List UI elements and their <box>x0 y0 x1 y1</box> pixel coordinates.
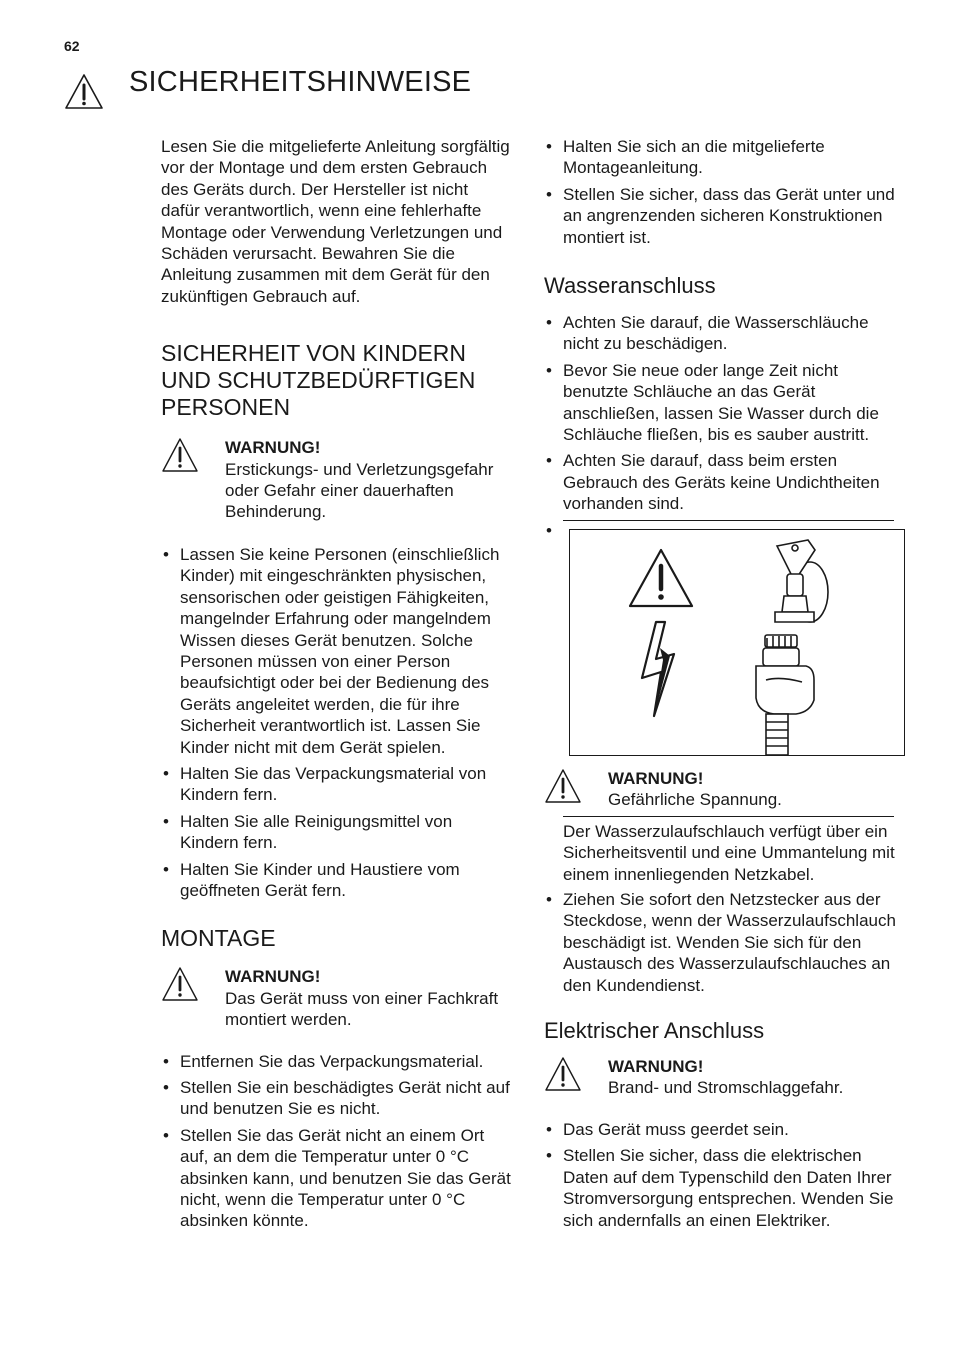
list-item: • Stellen Sie das Gerät nicht an einem Ort auf, an dem die Temperatur unter 0 °C absinken kann, und benutzen Sie das Gerät nicht, wenn die Temperatur unter 0 °C absinken könnte. <box>161 1125 511 1232</box>
warning-triangle-icon <box>544 768 582 804</box>
list-item: • Ziehen Sie sofort den Netzstecker aus der Steckdose, wenn der Wasserzulaufschlauch beschädigt ist. Wenden Sie sich für den Austausch des Wasserzulaufschlauches an den Kundendienst. <box>544 889 899 996</box>
list-item: • Stellen Sie sicher, dass das Gerät unter und an angrenzenden sicheren Konstruktionen montiert ist. <box>544 184 899 248</box>
electrical-connection-heading: Elektrischer Anschluss <box>544 1017 765 1043</box>
list-item: • Lassen Sie keine Personen (einschließlich Kinder) mit eingeschränkten physischen, sensorischen oder geistigen Fähigkeiten, mangelnder Erfahrung oder mangelndem Wissen dieses Gerät benutzen. Solche Personen müssen von einer Person beaufsichtigt oder bei der Bedienung des Geräts angeleitet werden, die für ihre Sicherheit verantwortlich ist. Lassen Sie Kinder nicht mit dem Gerät spielen. <box>161 544 511 758</box>
list-item: • Halten Sie sich an die mitgelieferte Montageanleitung. <box>544 136 899 179</box>
hose-description: Der Wasserzulaufschlauch verfügt über ein Sicherheitsventil und eine Ummantelung mit einem innenliegenden Netzkabel. <box>563 821 895 884</box>
voltage-warning <box>544 768 899 812</box>
lightning-bolt-icon <box>642 622 674 716</box>
warning-triangle-icon <box>161 966 199 1002</box>
hose-bullet-list <box>544 889 899 996</box>
list-item: • Halten Sie alle Reinigungsmittel von Kindern fern. <box>161 811 511 854</box>
kids-bullet-list <box>161 544 511 902</box>
water-hose-figure <box>544 520 899 758</box>
list-item: • Halten Sie das Verpackungsmaterial von Kindern fern. <box>161 763 511 806</box>
warning-title: WARNUNG! <box>225 438 321 458</box>
list-item: • Entfernen Sie das Verpackungsmaterial. <box>161 1051 511 1072</box>
list-item: • Achten Sie darauf, dass beim ersten Gebrauch des Geräts keine Undichtheiten vorhanden sind. <box>544 450 899 514</box>
right-column <box>544 136 899 1236</box>
montage-bullet-list <box>161 1051 511 1232</box>
warning-text: Gefährliche Spannung. <box>608 790 782 810</box>
electrical-bullet-list <box>544 1119 899 1231</box>
montage-heading: MONTAGE <box>161 925 276 952</box>
hose-illustration <box>570 530 904 755</box>
water-bullet-list <box>544 312 899 515</box>
divider <box>563 520 894 521</box>
list-item: • Bevor Sie neue oder lange Zeit nicht benutzte Schläuche an das Gerät anschließen, lassen Sie Wasser durch die Schläuche fließen, bis es sauber austritt. <box>544 360 899 446</box>
list-item: • Stellen Sie ein beschädigtes Gerät nicht auf und benutzen Sie es nicht. <box>161 1077 511 1120</box>
warning-triangle-icon <box>64 72 104 112</box>
list-item: • Das Gerät muss geerdet sein. <box>544 1119 899 1140</box>
warning-triangle-icon <box>161 437 199 473</box>
warning-text: Das Gerät muss von einer Fachkraft montiert werden. <box>225 988 499 1030</box>
divider <box>563 816 894 817</box>
list-item: • Stellen Sie sicher, dass die elektrischen Daten auf dem Typenschild den Daten Ihrer Stromversorgung entsprechen. Wenden Sie sich andernfalls an einen Elektriker. <box>544 1145 899 1231</box>
water-tap-icon <box>775 540 828 622</box>
electrical-warning <box>544 1056 899 1100</box>
warning-title: WARNUNG! <box>608 768 704 788</box>
figure-frame <box>569 529 905 756</box>
warning-title: WARNUNG! <box>225 967 321 987</box>
montage-warning <box>161 966 511 1030</box>
warning-triangle-icon <box>630 550 692 606</box>
page-number: 62 <box>64 38 80 54</box>
list-item: • Achten Sie darauf, die Wasserschläuche nicht zu beschädigen. <box>544 312 899 355</box>
page-title: SICHERHEITSHINWEISE <box>129 66 472 98</box>
warning-text: Brand- und Stromschlaggefahr. <box>608 1078 844 1098</box>
montage-continued-list <box>544 136 899 248</box>
warning-triangle-icon <box>544 1056 582 1092</box>
warning-title: WARNUNG! <box>608 1056 704 1076</box>
kids-warning <box>161 437 511 523</box>
water-connection-heading: Wasseranschluss <box>544 273 716 299</box>
intro-paragraph: Lesen Sie die mitgelieferte Anleitung sorgfältig vor der Montage und dem ersten Gebrauch des Geräts durch. Der Hersteller ist nicht dafür verantwortlich, wenn eine fehlerhafte Montage oder Verwendung Verletzungen und Schäden verursacht. Bewahren Sie die Anleitung zusammen mit dem Gerät für den zukünftigen Gebrauch auf. <box>161 137 510 306</box>
safety-valve-hose-icon <box>756 635 814 755</box>
kids-safety-heading: SICHERHEIT VON KINDERN UND SCHUTZBEDÜRFTIGEN PERSONEN <box>161 340 476 421</box>
list-item: • Halten Sie Kinder und Haustiere vom geöffneten Gerät fern. <box>161 859 511 902</box>
warning-text: Erstickungs- und Verletzungsgefahr oder Gefahr einer dauerhaften Behinderung. <box>225 459 494 522</box>
left-column <box>161 136 511 1237</box>
